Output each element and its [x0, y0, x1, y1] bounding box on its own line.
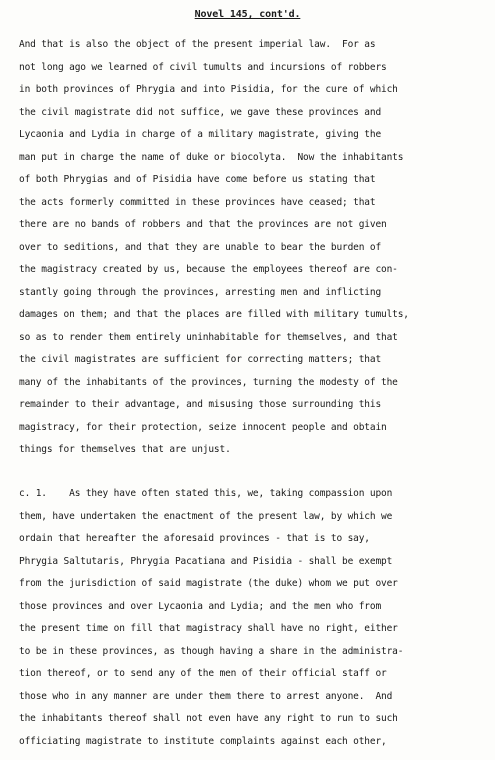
text-line: the civil magistrates are sufficient for correcting matters; that — [19, 354, 382, 365]
text-line: tion thereof, or to send any of the men of their official staff or — [19, 668, 387, 679]
text-line: of both Phrygias and of Pisidia have come before us stating that — [19, 174, 376, 185]
paragraph-2 — [19, 483, 489, 753]
text-line: the present time on fill that magistracy shall have no right, either — [19, 623, 398, 634]
text-line: in both provinces of Phrygia and into Pisidia, for the cure of which — [19, 84, 398, 95]
text-line: over to seditions, and that they are unable to bear the burden of — [19, 241, 382, 253]
text-line: so as to render them entirely uninhabitable for themselves, and that — [19, 331, 398, 343]
text-line: those provinces and over Lycaonia and Lydia; and the men who from — [19, 600, 382, 612]
text-line: man put in charge the name of duke or biocolyta. Now the inhabitants — [19, 151, 404, 163]
text-line: Lycaonia and Lydia in charge of a military magistrate, giving the — [19, 129, 382, 140]
text-line: the inhabitants thereof shall not even have any right to run to such — [19, 713, 398, 724]
paragraph-1 — [19, 34, 489, 462]
text-line: to be in these provinces, as though having a share in the administra- — [19, 645, 404, 657]
text-line: not long ago we learned of civil tumults and incursions of robbers — [19, 61, 387, 73]
text-line: c. 1. As they have often stated this, we, taking compassion upon — [19, 488, 393, 499]
text-line: Phrygia Saltutaris, Phrygia Pacatiana and Pisidia - shall be exempt — [19, 555, 393, 567]
text-line: the civil magistrate did not suffice, we gave these provinces and — [19, 106, 382, 118]
text-line: officiating magistrate to institute complaints against each other, — [19, 735, 387, 747]
text-line: the magistracy created by us, because the employees thereof are con- — [19, 264, 398, 275]
text-line: And that is also the object of the present imperial law. For as — [19, 39, 376, 50]
text-line: many of the inhabitants of the provinces, turning the modesty of the — [19, 376, 398, 388]
text-line: from the jurisdiction of said magistrate (the duke) whom we put over — [19, 578, 398, 589]
page-title: Novel 145, cont'd. — [194, 9, 301, 20]
text-line: damages on them; and that the places are filled with military tumults, — [19, 309, 409, 320]
text-line: the acts formerly committed in these provinces have ceased; that — [19, 196, 376, 208]
text-line: remainder to their advantage, and misusing those surrounding this — [19, 399, 382, 410]
text-line: ordain that hereafter the aforesaid provinces - that is to say, — [19, 533, 370, 544]
text-line: there are no bands of robbers and that the provinces are not given — [19, 219, 387, 230]
text-line: them, have undertaken the enactment of the present law, by which we — [19, 510, 393, 522]
text-line: stantly going through the provinces, arresting men and inflicting — [19, 286, 382, 298]
text-line: those who in any manner are under them there to arrest anyone. And — [19, 690, 393, 702]
text-line: magistracy, for their protection, seize innocent people and obtain — [19, 421, 387, 433]
text-line: things for themselves that are unjust. — [19, 444, 231, 455]
